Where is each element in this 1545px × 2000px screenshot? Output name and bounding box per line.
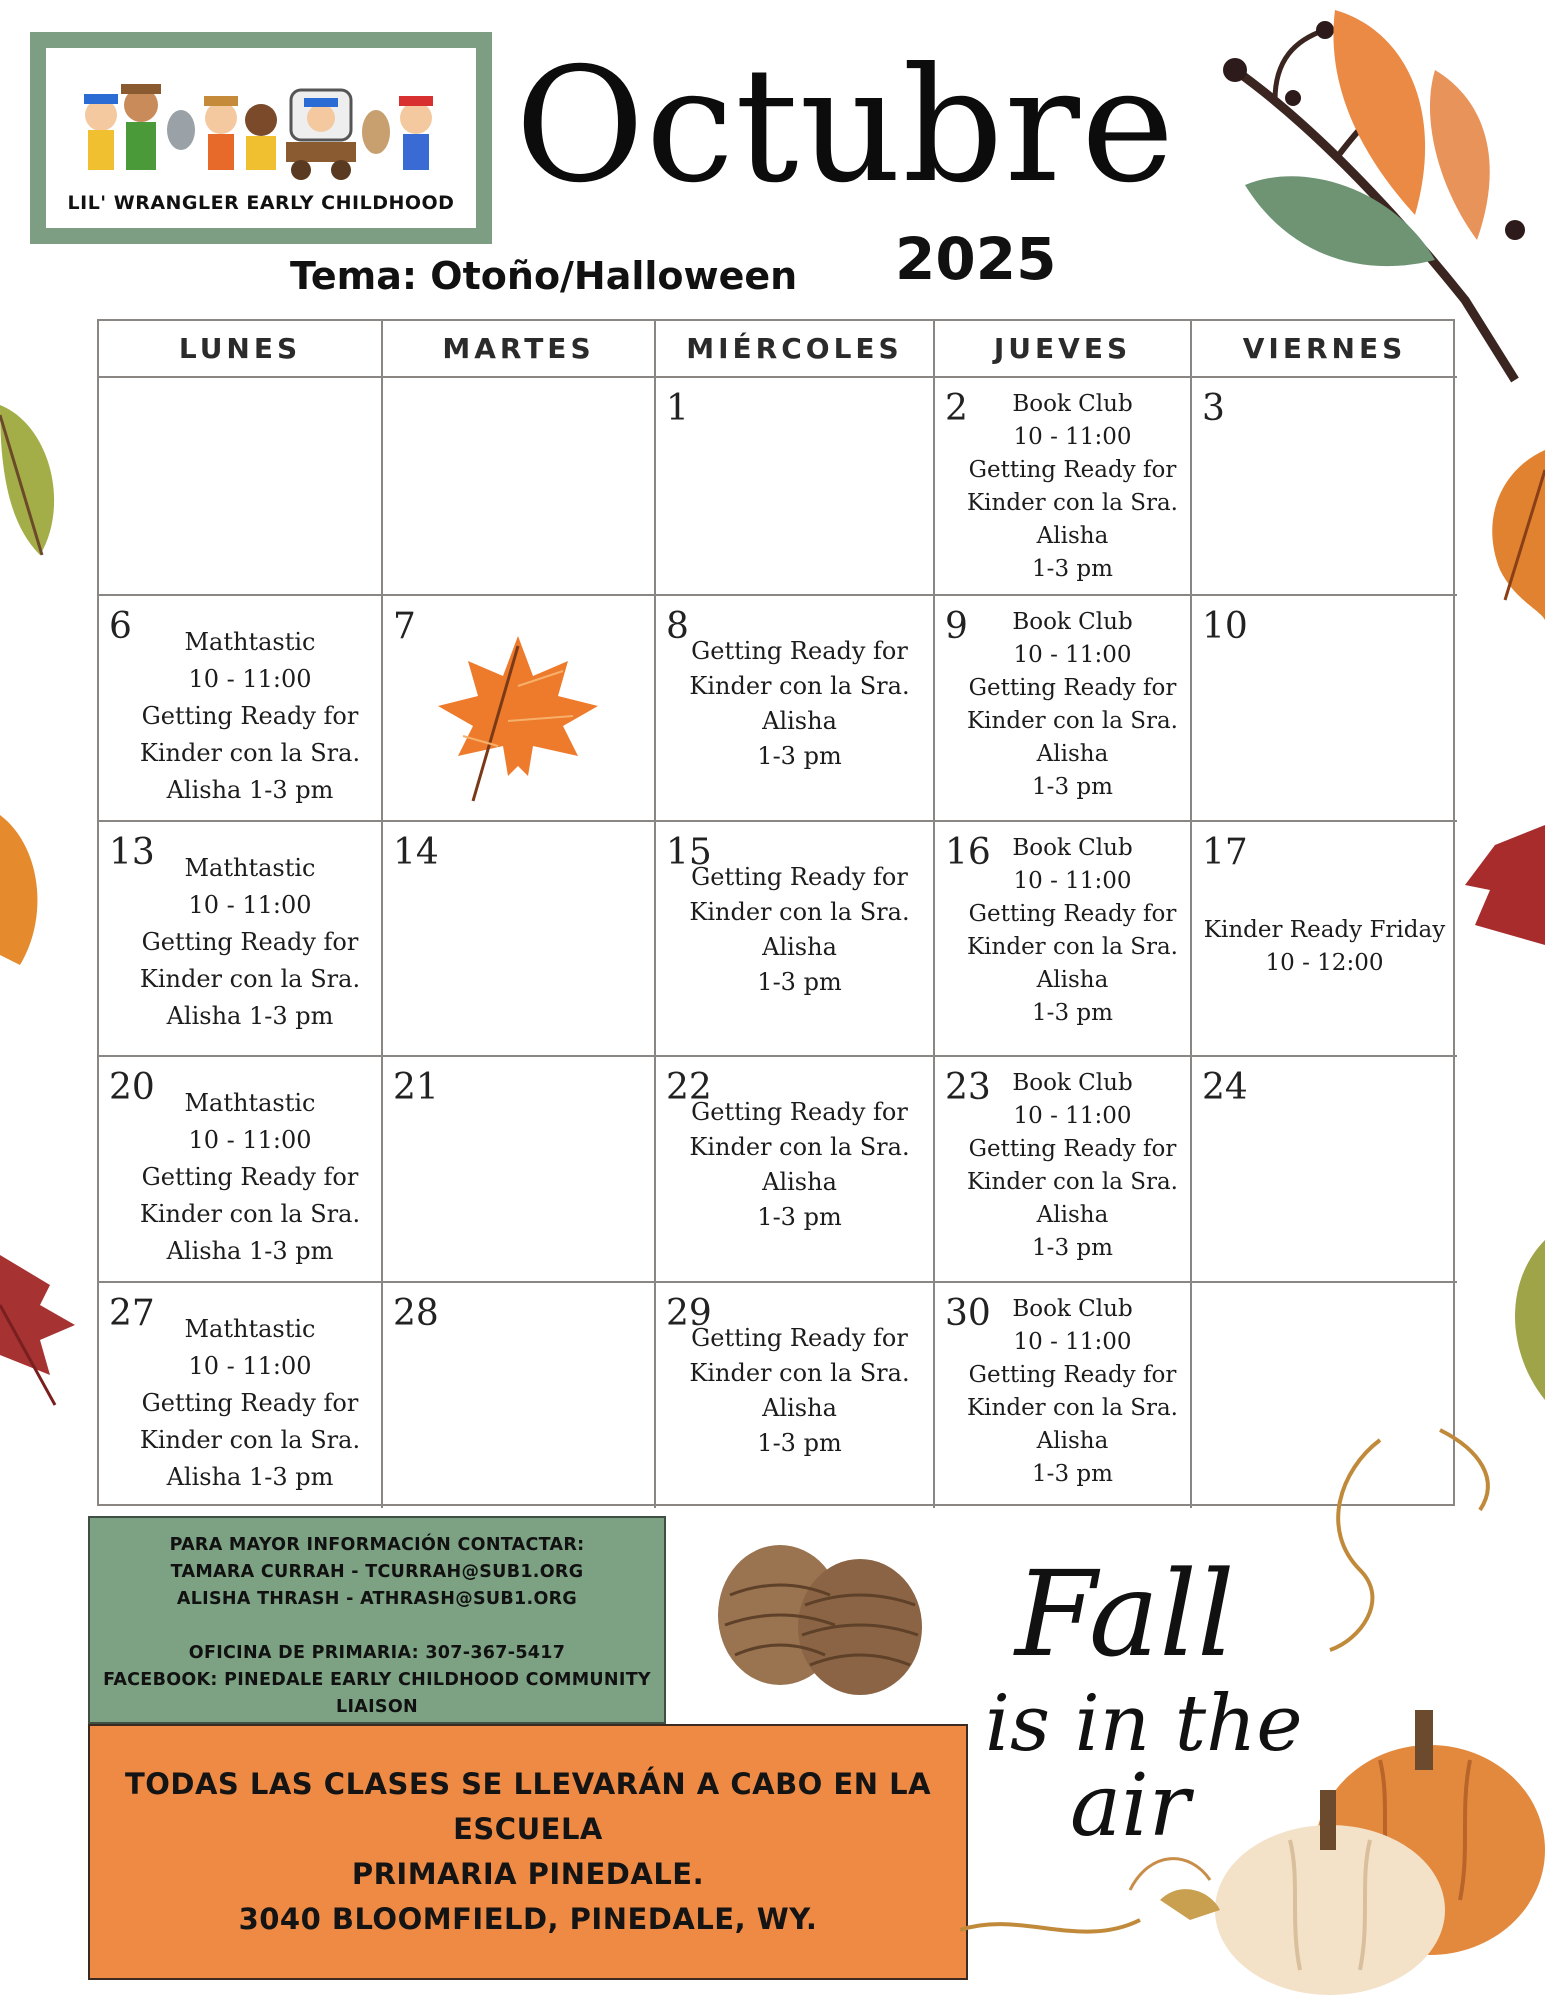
calendar-day-cell <box>99 378 383 596</box>
maple-leaf-icon <box>433 626 603 806</box>
month-title: Octubre <box>515 34 1176 218</box>
contact-tamara: TAMARA CURRAH - TCURRAH@SUB1.ORG <box>170 1562 584 1582</box>
calendar-day-cell <box>383 1283 656 1508</box>
day-event: Mathtastic 10 - 11:00 Getting Ready for Kinder con la Sra. Alisha 1-3 pm <box>139 1089 361 1265</box>
day-number: 2 <box>945 388 968 429</box>
calendar-day-cell <box>1192 378 1457 596</box>
theme-label: Tema: Otoño/Halloween <box>290 254 798 298</box>
day-event: Mathtastic 10 - 11:00 Getting Ready for Kinder con la Sra. Alisha 1-3 pm <box>139 628 361 804</box>
day-number: 23 <box>945 1067 991 1108</box>
calendar-day-cell <box>383 1057 656 1283</box>
weekday-header-thursday: JUEVES <box>935 321 1192 378</box>
day-number: 17 <box>1202 832 1248 873</box>
pinecones-icon <box>710 1535 930 1705</box>
red-maple-leaf-icon <box>1455 815 1545 955</box>
calendar-day-cell <box>99 1283 383 1508</box>
day-number: 15 <box>666 832 712 873</box>
day-number: 16 <box>945 832 991 873</box>
day-number: 7 <box>393 606 416 647</box>
day-event: Kinder Ready Friday 10 - 12:00 <box>1203 917 1446 976</box>
orange-oak-leaf-icon <box>1480 450 1545 620</box>
location-line-1: TODAS LAS CLASES SE LLEVARÁN A CABO EN LA ESCUELA <box>124 1767 932 1846</box>
calendar-day-cell <box>935 1057 1192 1283</box>
day-number: 22 <box>666 1067 712 1108</box>
calendar-grid <box>97 319 1455 1506</box>
calendar-day-cell <box>1192 822 1457 1057</box>
weekday-header-monday: LUNES <box>99 321 383 378</box>
day-number: 24 <box>1202 1067 1248 1108</box>
day-event: Book Club 10 - 11:00 Getting Ready for Kinder con la Sra. Alisha 1-3 pm <box>967 835 1178 1026</box>
calendar-day-cell <box>656 378 935 596</box>
calendar-day-cell <box>935 596 1192 822</box>
calendar-day-cell <box>656 596 935 822</box>
day-event: Book Club 10 - 11:00 Getting Ready for Kinder con la Sra. Alisha 1-3 pm <box>967 1296 1178 1487</box>
weekday-header-friday: VIERNES <box>1192 321 1457 378</box>
day-number: 20 <box>109 1067 155 1108</box>
year-label: 2025 <box>895 225 1057 293</box>
calendar-day-cell <box>99 596 383 822</box>
day-number: 27 <box>109 1293 155 1334</box>
calendar-day-cell <box>935 822 1192 1057</box>
school-logo <box>30 32 492 244</box>
yellow-leaf-icon <box>0 395 62 565</box>
day-event: Getting Ready for Kinder con la Sra. Alisha 1-3 pm <box>689 1324 910 1457</box>
calendar-day-cell <box>99 822 383 1057</box>
logo-text: LIL' WRANGLER EARLY CHILDHOOD <box>67 192 455 214</box>
day-event: Book Club 10 - 11:00 Getting Ready for Kinder con la Sra. Alisha 1-3 pm <box>967 1070 1178 1261</box>
calendar-day-cell <box>656 1283 935 1508</box>
fall-line-3: air <box>1070 1756 1190 1855</box>
wrangler-kids-illustration-icon <box>76 70 446 190</box>
calendar-day-cell <box>383 822 656 1057</box>
orange-leaf-icon <box>0 815 45 965</box>
day-number: 29 <box>666 1293 712 1334</box>
red-maple-leaf-icon-2 <box>0 1245 75 1410</box>
day-number: 6 <box>109 606 132 647</box>
day-number: 30 <box>945 1293 991 1334</box>
calendar-day-cell <box>383 596 656 822</box>
day-number: 13 <box>109 832 155 873</box>
contact-facebook-cont: LIAISON <box>336 1697 418 1717</box>
day-number: 8 <box>666 606 689 647</box>
day-event: Getting Ready for Kinder con la Sra. Alisha 1-3 pm <box>689 863 910 996</box>
fall-line-2: is in the <box>985 1679 1303 1769</box>
day-number: 21 <box>393 1067 439 1108</box>
calendar-day-cell <box>383 378 656 596</box>
contact-office-phone: OFICINA DE PRIMARIA: 307-367-5417 <box>188 1643 566 1663</box>
day-event: Getting Ready for Kinder con la Sra. Alisha 1-3 pm <box>689 1098 910 1231</box>
calendar-day-cell <box>656 1057 935 1283</box>
day-number: 9 <box>945 606 968 647</box>
pumpkins-icon <box>960 1410 1545 2000</box>
contact-info-box <box>88 1516 666 1724</box>
calendar-day-cell <box>935 378 1192 596</box>
green-leaf-icon <box>1505 1240 1545 1400</box>
day-number: 10 <box>1202 606 1248 647</box>
contact-alisha: ALISHA THRASH - ATHRASH@SUB1.ORG <box>176 1589 578 1609</box>
location-line-3: 3040 BLOOMFIELD, PINEDALE, WY. <box>238 1902 818 1936</box>
day-number: 14 <box>393 832 439 873</box>
contact-facebook: FACEBOOK: PINEDALE EARLY CHILDHOOD COMMUNITY <box>103 1670 651 1690</box>
day-number: 3 <box>1202 388 1225 429</box>
day-number: 28 <box>393 1293 439 1334</box>
day-number: 1 <box>666 388 689 429</box>
location-line-2: PRIMARIA PINEDALE. <box>351 1857 705 1891</box>
contact-heading: PARA MAYOR INFORMACIÓN CONTACTAR: <box>169 1535 585 1555</box>
fall-line-1: Fall <box>1015 1545 1235 1683</box>
day-event: Book Club 10 - 11:00 Getting Ready for Kinder con la Sra. Alisha 1-3 pm <box>967 391 1178 582</box>
day-event: Book Club 10 - 11:00 Getting Ready for Kinder con la Sra. Alisha 1-3 pm <box>967 609 1178 800</box>
calendar-day-cell <box>1192 1057 1457 1283</box>
calendar-day-cell <box>1192 596 1457 822</box>
day-event: Getting Ready for Kinder con la Sra. Alisha 1-3 pm <box>689 637 910 770</box>
day-event: Mathtastic 10 - 11:00 Getting Ready for Kinder con la Sra. Alisha 1-3 pm <box>139 854 361 1030</box>
calendar-day-cell <box>99 1057 383 1283</box>
location-info-box <box>88 1724 968 1980</box>
calendar-day-cell <box>656 822 935 1057</box>
weekday-header-wednesday: MIÉRCOLES <box>656 321 935 378</box>
weekday-header-tuesday: MARTES <box>383 321 656 378</box>
day-event: Mathtastic 10 - 11:00 Getting Ready for Kinder con la Sra. Alisha 1-3 pm <box>139 1315 361 1491</box>
